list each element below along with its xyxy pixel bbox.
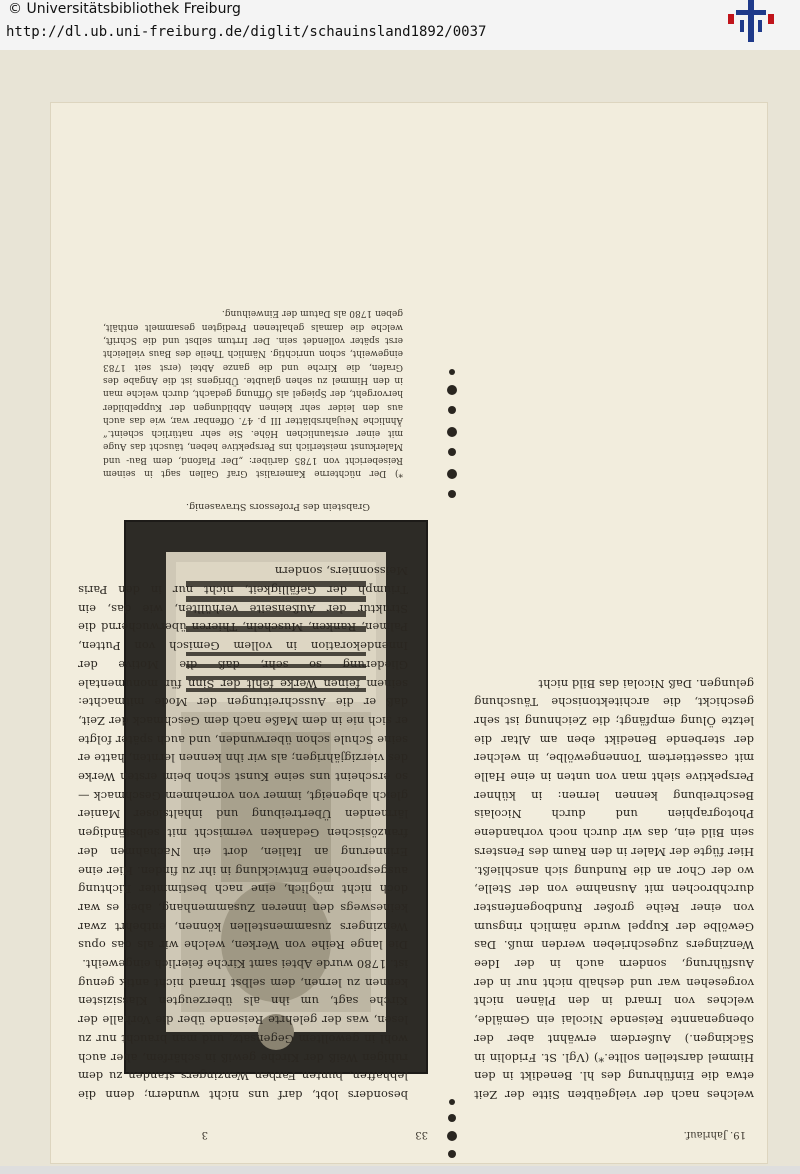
page-number: 33	[415, 1129, 428, 1140]
viewer-bottom-edge	[0, 1166, 800, 1174]
rotated-page-content	[50, 102, 768, 1164]
footnote: *) Der nüchterne Kameralist Graf Gallen sagt in seinem Reisebericht von 1785 darüber: „Der Plafond, dem Bau- und Malerkunst meisterlich ins Perspektive heben, täuscht das Auge mit einer erstaunlichen Höhe. Sie sehr natürlich scheint.“ Ähnliche Neujahrsblätter III p. 47. Offenbar war, wie das auch aus den leider sehr kleinen Abbildungen der Kuppelbilder hervorgeht, der Spiegel als Öffnung gedacht, durch welche man in den Himmel zu sehen glaubte. Übrigens ist die Angabe des Grafen, die Kirche und die ganze Abtei (erst seit 1783 eingeweiht, schon unrichtig. Nämlich Theile des Baus vielleicht erst später vollendet sein. Der Irrtum selbst und die Schrift, welche die damals gehaltenen Predigten gesammelt enthält, geben 1780 als Datum der Einweihung.	[100, 308, 403, 478]
figure-caption: Grabstein des Professors Stravasenig.	[186, 501, 370, 512]
running-head-left: 19. Jahrlauf.	[683, 1129, 746, 1140]
running-head-right: 3	[201, 1129, 208, 1140]
ornament-divider-bottom	[441, 1094, 463, 1164]
text-column-right: besonders lobt, darf uns nicht wundern; denn die lebhaften, bunten Farben Wenzingers standen zu dem ruhigen Weiß der Kirche gewiß in schärfem, aber auch wohl in gewolltem Gegensatz, und man braucht nur zu lesen, was der gelehrte Reisende über die Vorhalle der Kirche sagt, um ihn als überzeugten Klassizisten kennen zu lernen, dem selbst Irnard nicht antik genug ist. 1780 wurde Abtei samt Kirche feierlich eingeweiht. Die lange Reihe von Werken, welche wir als das opus Wenzingers zusammenstellen können, entbehrt zwar keineswegs den inneren Zusammenhang, aber es war doch nicht möglich, eine nach bestimmter Richtung ausgesprochene Entwicklung in ihr zu finden. Hier eine Erinnerung an Italien, dort ein Nachahmen der französischen Gedanken vermischt mit selbständigen lärmenden Übertreibung und inhaltsloser Manier gleich abgeneigt, immer von vornehmem Geschmack — so erscheint uns seine Kunst schon beim ersten Werke des vierzigjährigen; als wir ihn kennen lernten, hatte er seine Schule schon überwunden, und auch später folgte er sich nie in dem Maße nach dem Geschmack der Zeit, daß er die Ausschreitungen der Mode mitmachte: seinem feinen Werke fehlt der Sinn für monumentale Gliederung so sehr, daß die Motive der Innendekoration in vollem Gemisch von Putten, Palmen, Ranken, Muscheln, Thieren überwuchernd die Struktur der Außenseite verhüllten, wie das, ein Triumph der Gefälligkeit, nicht nur in den Paris Meissonniers, sondern	[78, 564, 408, 1102]
viewer-header	[0, 0, 800, 51]
text-column-left: welches nach der vielgeübten Sitte der Zeit etwa die Einführung des hl. Benedikt in den Himmel darstellen sollte.*) (Vgl. St. Fridolin in Säckingen.) Außerdem erwähnt aber der obengenannte Reisende Nicolai ein Gemälde, welches von Irnard in den Plänen nicht vorgesehen war und deshalb nicht nur in der Ausführung, sondern auch in der Idee Wenzingers zugeschrieben werden muß. Das Gewölbe der Kuppel wurde nämlich ringsum von einer Reihe großer Rundbogenfenster durchbrochen mit Ausnahme von der Stelle, wo der Chor an die Rundung sich anschließt. Hier fügte der Maler in den Raum des Fensters sein Bild ein, das wir durch noch vorhandene Photographien und durch Nicolais Beschreibung kennen lernen: in kühner Perspektive sieht man von unten in eine Halle mit cassettiertem Tonnengewölbe, in welcher der sterbende Benedikt eben am Altar die letzte Ölung empfängt; die Zeichnung ist sehr geschickt, die architektonische Täuschung gelungen. Daß Nicolai das Bild nicht	[470, 676, 754, 1102]
running-head	[50, 1120, 768, 1140]
copyright-notice: © Universitätsbibliothek Freiburg	[8, 1, 241, 17]
book-page	[50, 102, 768, 1164]
university-logo[interactable]	[726, 0, 776, 42]
permalink-url[interactable]: http://dl.ub.uni-freiburg.de/diglit/schauinsland1892/0037	[6, 24, 487, 40]
ornament-divider	[441, 364, 463, 504]
scanned-page-area	[0, 50, 800, 1166]
